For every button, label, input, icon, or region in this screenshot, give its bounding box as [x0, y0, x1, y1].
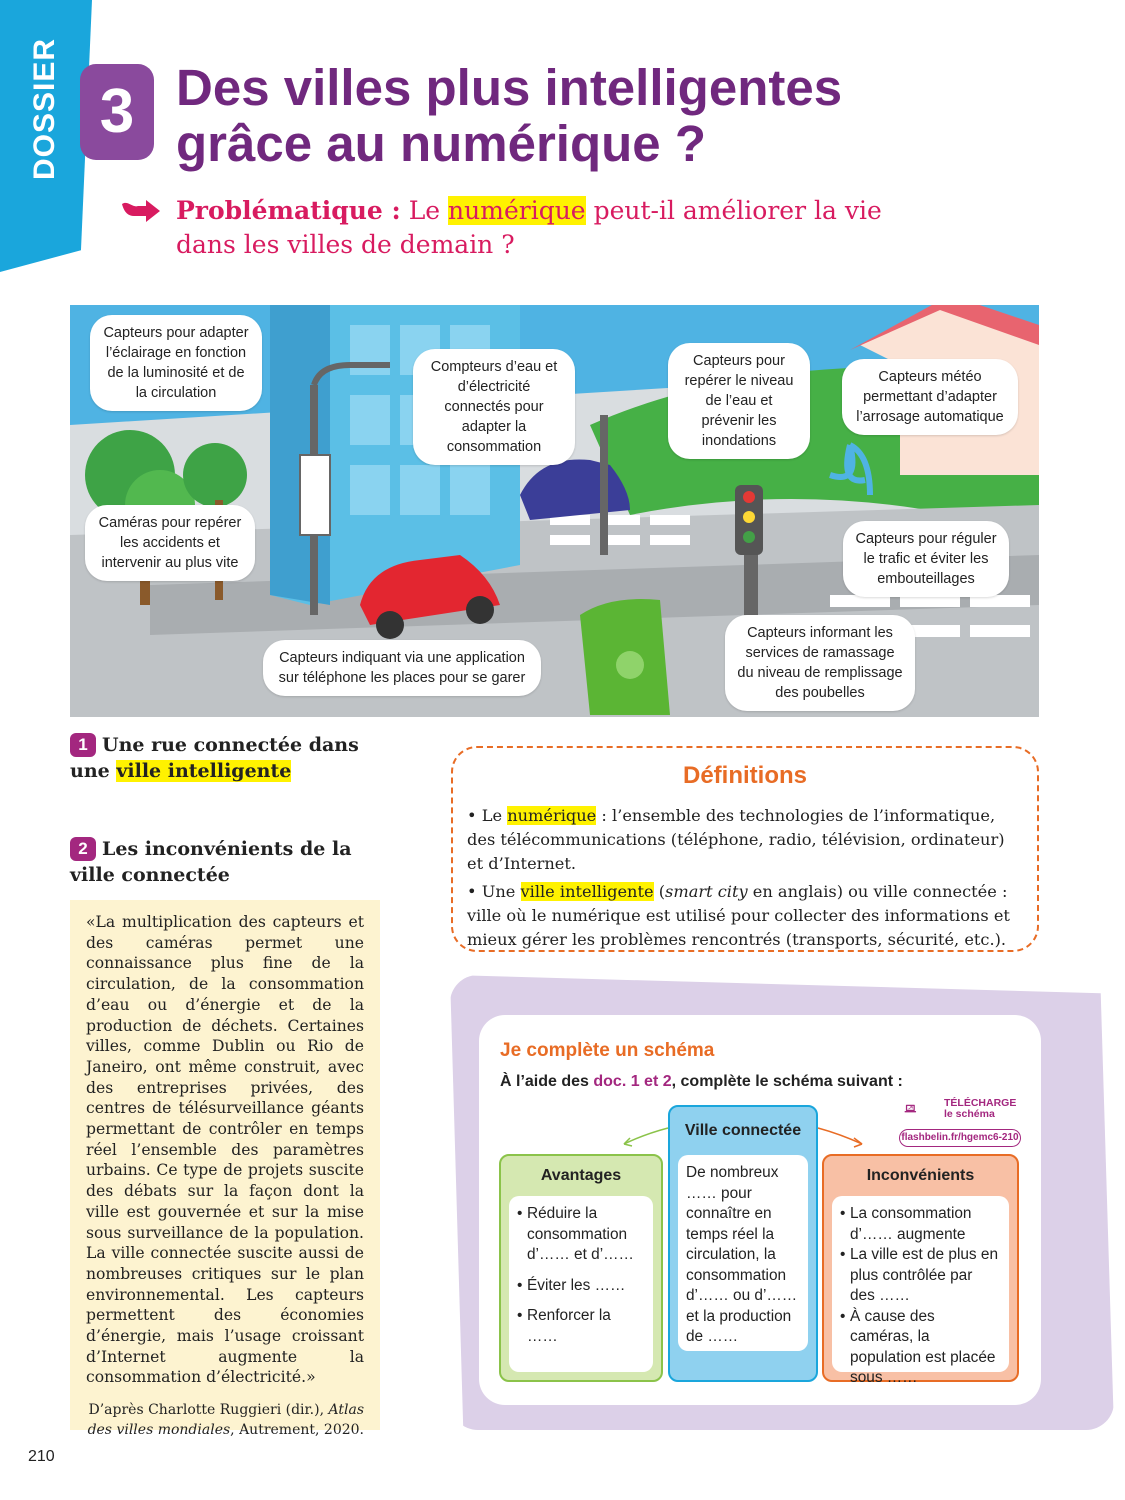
center-text-content: De nombreux …… pour connaître en temps réel la circulation, la consommation d’…… ou d’…… et la production de ……	[686, 1164, 798, 1345]
callout-streetlight-sensor: Capteurs pour adapter l’éclairage en fonction de la luminosité et de la circulation	[90, 315, 262, 411]
avantage-item: • Éviter les ……	[527, 1276, 645, 1297]
definitions-box	[451, 746, 1039, 952]
problematique-keyword: numérique	[448, 196, 586, 225]
problematique-label: Problématique :	[176, 196, 401, 225]
definition-numerique	[467, 804, 1023, 876]
inconvenients-title: Inconvénients	[866, 1167, 975, 1184]
page-number: 210	[28, 1448, 55, 1465]
def2-text: en anglais) ou ville connectée : ville où le numérique est utilisé pour collecter des informations et mieux gérer les problèmes rencontrés (transports, sécurité, etc.).	[467, 882, 1010, 949]
callout-traffic-sensor: Capteurs pour réguler le trafic et éviter les embouteillages	[843, 521, 1009, 597]
center-column	[668, 1105, 818, 1382]
center-text	[678, 1155, 808, 1351]
inconvenients-list	[832, 1196, 1009, 1386]
callout-flood-sensor: Capteurs pour repérer le niveau de l’eau et prévenir les inondations	[668, 343, 810, 459]
arrow-right-icon	[120, 198, 162, 224]
download-link[interactable]: flashbelin.fr/hgemc6-210	[899, 1129, 1021, 1147]
inconvenient-item: • La consommation d’…… augmente	[850, 1204, 1001, 1245]
problematique	[176, 194, 896, 262]
inconvenient-item: • À cause des caméras, la population est placée sous ……	[850, 1307, 1001, 1389]
avantages-title: Avantages	[540, 1167, 622, 1184]
activity-instruction	[500, 1073, 903, 1091]
doc2-quote: «La multiplication des capteurs et des caméras permet une connaissance plus fine de la circulation, de la consommation d’eau ou d’énergie et de la production de déchets. Certaines villes, comme Dublin ou Rio de Janeiro, ont même construit, avec des entreprises privées, des centres de télésurveillance géants permettant de contrôler en temps réel l’ensemble des paramètres urbains. Ce type de projets suscite des débats sur la façon dont la ville est gouvernée et sur la mise sous surveillance de la population. La ville connectée suscite aussi de nombreuses critiques sur le plan environnemental. Les capteurs permettent des économies d’énergie, mais l’usage croissant d’Internet augmente la consommation d’électricité.»	[86, 913, 364, 1387]
page-title	[176, 60, 842, 172]
callout-weather-sensor: Capteurs météo permettant d’adapter l’arrosage automatique	[842, 359, 1018, 435]
def2-paren: (	[653, 882, 666, 901]
def1-pre: • Le	[467, 806, 503, 825]
def2-term: ville intelligente	[520, 882, 654, 901]
dossier-number: 3	[80, 64, 154, 160]
definition-ville-intelligente	[467, 880, 1023, 952]
callout-water-electricity-meters: Compteurs d’eau et d’électricité connectés pour adapter la consommation	[413, 349, 575, 465]
doc2-source	[86, 1400, 364, 1440]
source-title: Atlas des villes mondiales	[87, 1402, 364, 1439]
doc1-title-pre: Une rue connectée dans une	[70, 734, 359, 782]
download-label-1: TÉLÉCHARGE	[944, 1097, 1017, 1109]
inconvenient-item: • La ville est de plus en plus contrôlée par des ……	[850, 1245, 1001, 1307]
avantages-list	[509, 1196, 653, 1372]
doc2-badge: 2	[70, 837, 96, 861]
connected-street-illustration	[70, 305, 1039, 717]
definitions-title: Définitions	[683, 762, 807, 789]
callout-accident-cameras: Caméras pour repérer les accidents et intervenir au plus vite	[85, 505, 255, 581]
callout-parking-sensor: Capteurs indiquant via une application sur téléphone les places pour se garer	[263, 640, 541, 696]
center-title: Ville connectée	[684, 1122, 802, 1139]
source-author: D’après Charlotte Ruggieri (dir.),	[88, 1402, 325, 1419]
def1-term: numérique	[507, 806, 597, 825]
callout-bin-sensor: Capteurs informant les services de ramassage du niveau de remplissage des poubelles	[725, 615, 915, 711]
activity-title: Je complète un schéma	[500, 1040, 715, 1061]
doc1-badge: 1	[70, 733, 96, 757]
def2-pre: • Une	[467, 882, 516, 901]
doc2-quote-box	[70, 900, 380, 1439]
avantages-column	[499, 1154, 663, 1382]
doc1-title	[70, 732, 400, 784]
download-label[interactable]	[944, 1098, 1016, 1120]
download-label-2: le schéma	[944, 1108, 995, 1120]
laptop-download-icon[interactable]	[904, 1097, 944, 1127]
avantage-item: • Réduire la consommation d’…… et d’……	[527, 1204, 645, 1266]
inconvenients-column	[822, 1154, 1019, 1386]
avantage-item: • Renforcer la ……	[527, 1306, 645, 1347]
doc2-title-text: Les inconvénients de la ville connectée	[70, 838, 352, 886]
def1-text: : l’ensemble des technologies de l’informatique, des télécommunications (téléphone, radio, télévision, ordinateur) et d’Internet.	[467, 806, 1005, 873]
doc2-title	[70, 836, 400, 888]
source-publisher: , Autrement, 2020.	[230, 1422, 364, 1439]
problematique-question: peut-il améliorer la vie dans les villes de demain ?	[176, 196, 882, 259]
instruction-pre: À l’aide des	[500, 1073, 589, 1090]
doc1-title-highlight: ville intelligente	[116, 760, 292, 782]
dossier-label: DOSSIER	[28, 37, 61, 181]
instruction-post: , complète le schéma suivant :	[671, 1073, 903, 1090]
title-line-2: grâce au numérique ?	[176, 115, 706, 172]
instruction-docs: doc. 1 et 2	[593, 1073, 672, 1090]
problematique-pre: Le	[408, 196, 441, 225]
title-line-1: Des villes plus intelligentes	[176, 59, 843, 116]
def2-english: smart city	[665, 882, 748, 901]
